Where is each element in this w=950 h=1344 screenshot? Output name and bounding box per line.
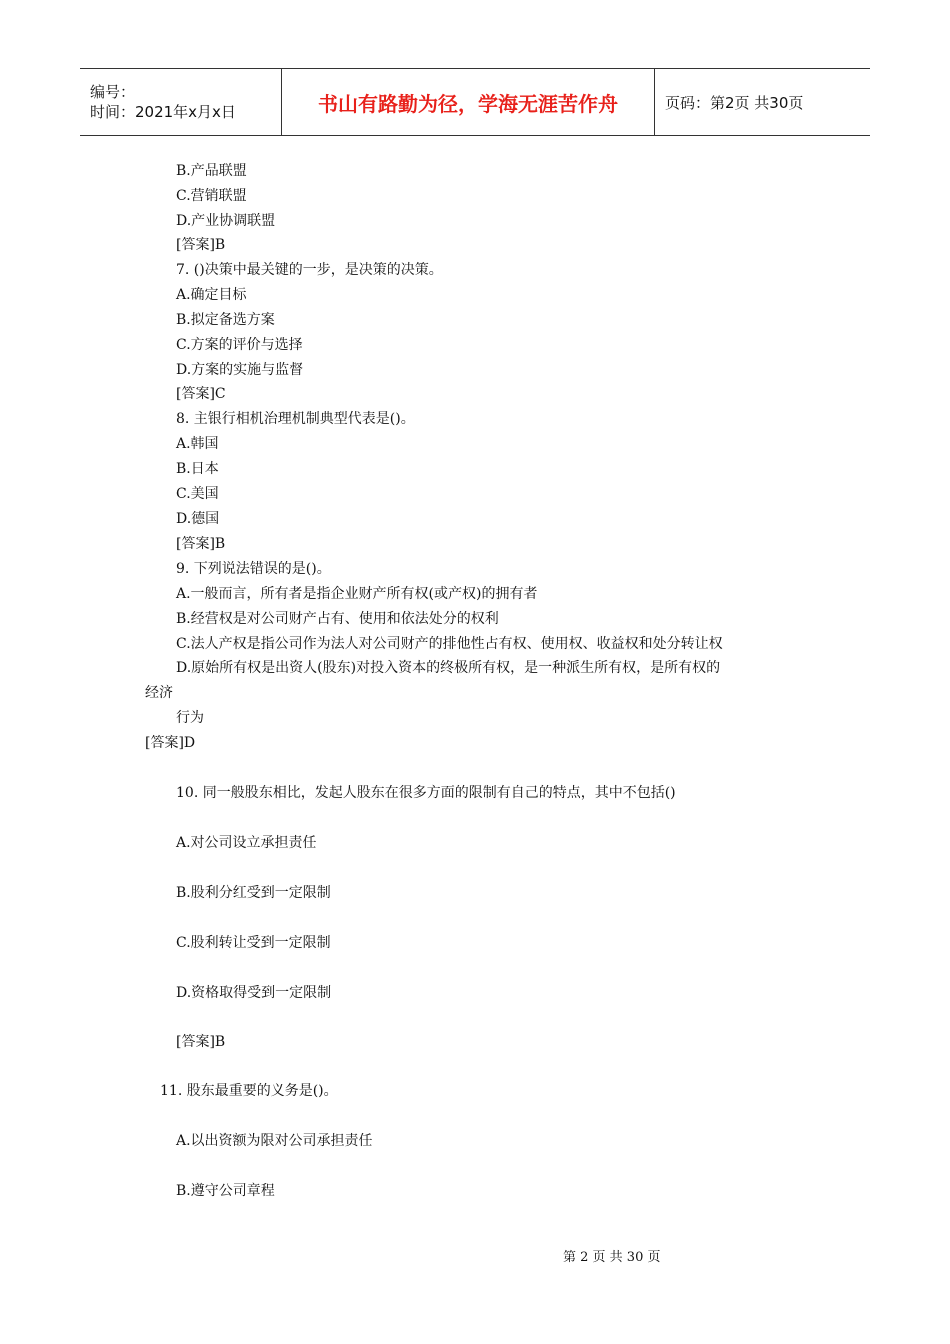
option-line: B.拟定备选方案 (176, 312, 275, 328)
page-footer: 第 2 页 共 30 页 (563, 1250, 661, 1265)
option-line: A.对公司设立承担责任 (176, 835, 317, 851)
answer-line: [答案]C (176, 386, 226, 402)
option-line: C.营销联盟 (176, 188, 247, 204)
option-line: A.以出资额为限对公司承担责任 (176, 1133, 373, 1149)
option-line: B.股利分红受到一定限制 (176, 885, 331, 901)
question-line: 8. 主银行相机治理机制典型代表是()。 (176, 411, 415, 427)
question-line: 7. ()决策中最关键的一步，是决策的决策。 (176, 262, 443, 278)
doc-number-label: 编号： (90, 83, 136, 101)
option-line: C.方案的评价与选择 (176, 337, 303, 353)
option-line: D.产业协调联盟 (176, 213, 276, 229)
option-line-wrap: 行为 (176, 710, 204, 726)
option-line: B.经营权是对公司财产占有、使用和依法处分的权利 (176, 611, 499, 627)
answer-line: [答案]B (176, 536, 226, 552)
option-line: B.日本 (176, 461, 219, 477)
question-line: 11. 股东最重要的义务是()。 (160, 1083, 338, 1099)
option-line: B.产品联盟 (176, 163, 247, 179)
question-line: 9. 下列说法错误的是()。 (176, 561, 331, 577)
answer-line: [答案]B (176, 1034, 226, 1050)
header-page-info: 页码：第2页 共30页 (665, 93, 804, 112)
option-line: C.法人产权是指公司作为法人对公司财产的排他性占有权、使用权、收益权和处分转让权 (176, 636, 723, 652)
answer-line: [答案]D (145, 735, 196, 751)
option-line: D.资格取得受到一定限制 (176, 985, 332, 1001)
option-line: D.方案的实施与监督 (176, 362, 304, 378)
option-line: A.韩国 (176, 436, 219, 452)
option-line: A.一般而言，所有者是指企业财产所有权(或产权)的拥有者 (176, 586, 538, 602)
doc-date-label: 时间：2021年x月x日 (90, 103, 236, 121)
option-line: C.美国 (176, 486, 219, 502)
option-line: D.原始所有权是出资人(股东)对投入资本的终极所有权，是一种派生所有权，是所有权的 (176, 660, 721, 676)
page-header (80, 68, 870, 136)
header-meta-cell (80, 69, 282, 135)
question-line: 10. 同一般股东相比，发起人股东在很多方面的限制有自己的特点，其中不包括() (176, 785, 676, 801)
answer-line: [答案]B (176, 237, 226, 253)
option-line: C.股利转让受到一定限制 (176, 935, 331, 951)
option-line: A.确定目标 (176, 287, 247, 303)
option-line-wrap: 经济 (145, 685, 173, 701)
header-motto: 书山有路勤为径，学海无涯苦作舟 (282, 69, 655, 135)
option-line: B.遵守公司章程 (176, 1183, 275, 1199)
option-line: D.德国 (176, 511, 220, 527)
